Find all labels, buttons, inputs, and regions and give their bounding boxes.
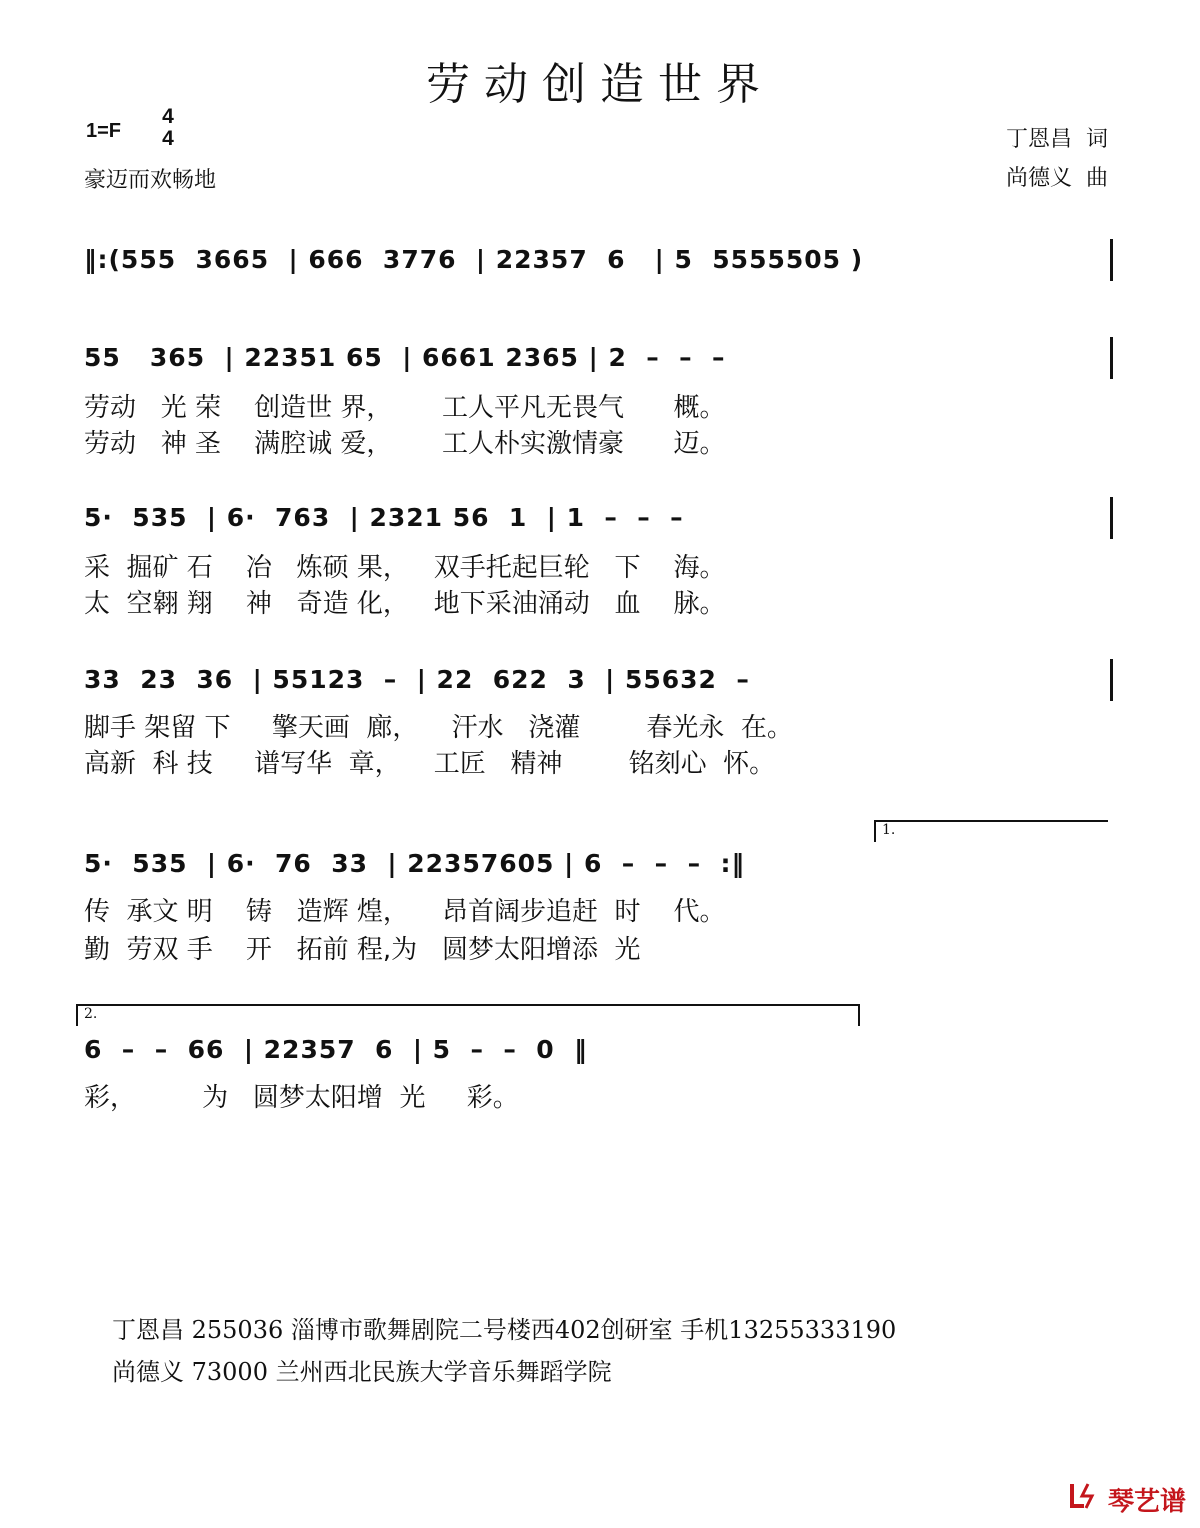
end-barline (1110, 497, 1113, 539)
page-title: 劳动创造世界 (426, 59, 774, 110)
lyric-verse-2: 劳动 神 圣 满腔诚 爱， 工人朴实激情豪 迈。 (84, 429, 726, 459)
notation-line: 5· 535 | 6· 76 33 | 22357605 | 6 – – – :‖ (84, 849, 745, 878)
lyric-verse-1: 采 掘矿 石 冶 炼硕 果， 双手托起巨轮 下 海。 (84, 553, 726, 583)
end-barline (1110, 659, 1113, 701)
lyricist-name: 丁恩昌 (1006, 127, 1073, 152)
end-barline (1110, 337, 1113, 379)
lyric-verse-2: 太 空翱 翔 神 奇造 化， 地下采油涌动 血 脉。 (84, 589, 726, 619)
lyric-verse-2: 勤 劳双 手 开 拓前 程,为 圆梦太阳增添 光 (84, 935, 641, 965)
notation-line: 55 365 | 22351 65 | 6661 2365 | 2 – – – (84, 343, 726, 372)
composer-contact: 尚德义 73000 兰州西北民族大学音乐舞蹈学院 (112, 1358, 612, 1386)
logo-icon (1068, 1480, 1104, 1517)
lyricist-contact: 丁恩昌 255036 淄博市歌舞剧院二号楼西402创研室 手机13255333190 (112, 1316, 897, 1344)
end-barline (1110, 239, 1113, 281)
notation-line: 6 – – 66 | 22357 6 | 5 – – 0 ‖ (84, 1035, 588, 1064)
key-signature: 1=F (86, 120, 122, 142)
lyric-verse-1: 传 承文 明 铸 造辉 煌， 昂首阔步追赶 时 代。 (84, 897, 726, 927)
composer-name: 尚德义 (1006, 166, 1073, 191)
lyric-verse-1: 脚手 架留 下 擎天画 廊， 汗水 浇灌 春光永 在。 (84, 713, 793, 743)
lyricist-role: 词 (1086, 127, 1109, 152)
composer-role: 曲 (1086, 166, 1109, 191)
lyric-verse-2: 高新 科 技 谱写华 章， 工匠 精神 铭刻心 怀。 (84, 749, 776, 779)
lyricist-credit (1006, 122, 1108, 153)
score-line-1 (0, 343, 1200, 483)
lyric-verse-1: 彩， 为 圆梦太阳增 光 彩。 (84, 1083, 519, 1113)
watermark-logo (1068, 1480, 1186, 1518)
score-line-3 (0, 665, 1200, 805)
tempo-marking: 豪迈而欢畅地 (84, 168, 217, 193)
second-ending-bracket (76, 1004, 860, 1026)
watermark-text: 琴艺谱 (1107, 1487, 1186, 1517)
notation-line: 5· 535 | 6· 763 | 2321 56 1 | 1 – – – (84, 503, 684, 532)
score-line-2 (0, 503, 1200, 643)
time-signature (156, 106, 180, 150)
notation-line: 33 23 36 | 55123 – | 22 622 3 | 55632 – (84, 665, 750, 694)
time-signature-top: 4 (162, 105, 174, 128)
notation-line: ‖:(555 3665 | 666 3776 | 22357 6 | 5 5555505 ) (84, 245, 864, 274)
score-line-4 (0, 849, 1200, 989)
time-signature-bottom: 4 (162, 127, 174, 150)
first-ending-bracket (874, 820, 1108, 842)
lyric-verse-1: 劳动 光 荣 创造世 界， 工人平凡无畏气 概。 (84, 393, 726, 423)
score-line-5 (0, 1035, 1200, 1175)
first-ending-label: 1. (882, 822, 896, 838)
composer-credit (1006, 161, 1108, 192)
second-ending-label: 2. (84, 1006, 98, 1022)
